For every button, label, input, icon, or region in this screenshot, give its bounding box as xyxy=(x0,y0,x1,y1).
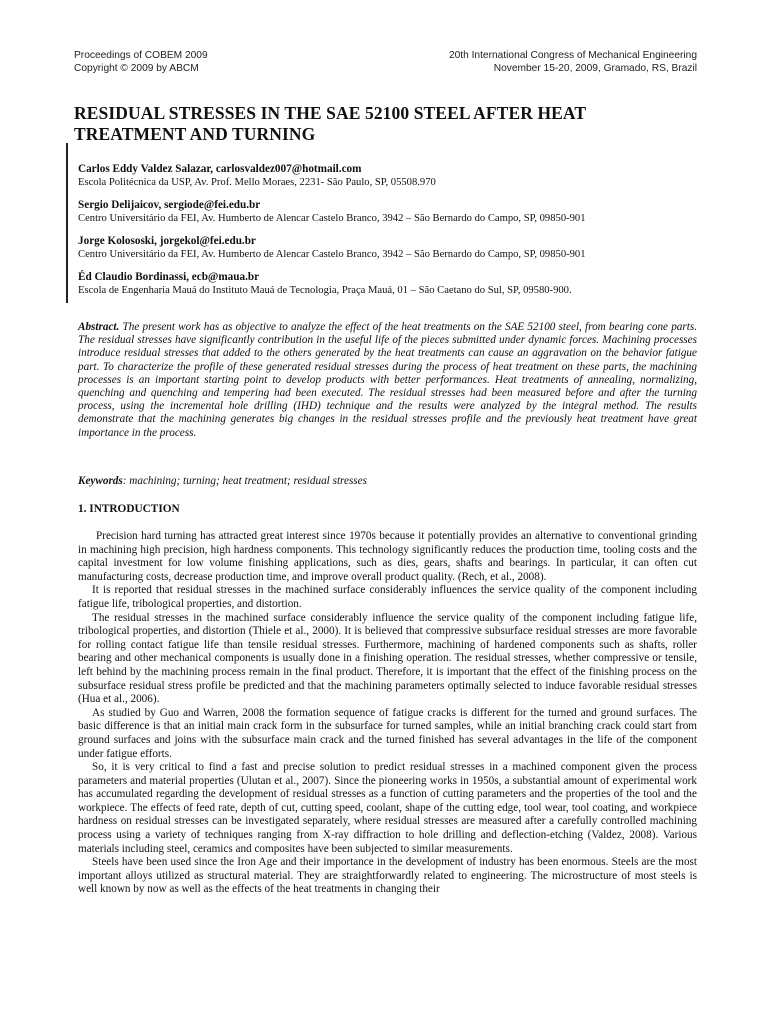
header-right xyxy=(449,50,697,75)
introduction-body xyxy=(78,530,697,897)
header-proceedings: Proceedings of COBEM 2009 xyxy=(74,50,208,61)
paper-title: RESIDUAL STRESSES IN THE SAE 52100 STEEL AFTER HEAT TREATMENT AND TURNING xyxy=(74,103,586,144)
author-name: Sergio Delijaicov, sergiode@fei.edu.br xyxy=(78,199,261,211)
header-dates: November 15-20, 2009, Gramado, RS, Brazil xyxy=(493,62,697,74)
keywords-label: Keywords xyxy=(78,475,123,487)
author-name: Éd Claudio Bordinassi, ecb@maua.br xyxy=(78,271,260,283)
author-name: Jorge Kolososki, jorgekol@fei.edu.br xyxy=(78,235,256,247)
keywords-text: : machining; turning; heat treatment; residual stresses xyxy=(122,475,367,487)
author-margin-rule xyxy=(66,143,68,303)
body-paragraph: As studied by Guo and Warren, 2008 the formation sequence of fatigue cracks is different for the turned and ground surfaces. The basic difference is that an initial main crack form in the subsurface for turned samples, while an initial branching crack could start from ground surfaces and joins with the subsurface main crack and the turned finished has several advantages in the life of the component under fatigue efforts. xyxy=(78,706,697,760)
keywords xyxy=(78,475,697,488)
body-paragraph: Precision hard turning has attracted great interest since 1970s because it potentially provides an alternative to conventional grinding in machining high precision, high hardness components. This technology significantly reduces the production time, tooling costs and the capital investment for low volume finishing applications, such as dies, gears, shafts and bearings. In particular, it can often cut manufacturing costs, decrease production time, and improve overall product quality. (Rech, et al., 2008). xyxy=(78,530,697,583)
author-affiliation: Escola de Engenharia Mauá do Instituto Mauá de Tecnologia, Praça Mauá, 01 – São Caetano do Sul, SP, 09580-900. xyxy=(78,285,572,296)
abstract-text: The present work has as objective to analyze the effect of the heat treatments on the SAE 52100 steel, from bearing cone parts. The residual stresses have significantly contribution in the useful life of the pieces submitted under dynamic forces. Machining processes introduce residual stresses that added to the others generated by the heat treatments can cause an aggravation on the behavior fatigue part. To characterize the profile of these generated residual stresses during the process of heat treatment on these parts, the machining processes is an important starting point to develop products with better performances. Heat treatments of annealing, normalizing, quenching and quenching and tempering had been executed. The residual stresses had been measured before and after the turning process, using the incremental hole drilling (IHD) technique and the results were analyzed by the integral method. The results demonstrate that the machining generates big changes in the residual stresses profile and the previously heat treatment have great importance in the process. xyxy=(78,321,698,439)
body-paragraph: So, it is very critical to find a fast and precise solution to predict residual stresses in a machined component given the process parameters and material properties (Ulutan et al., 2007). Since the pioneering works in 1950s, a substantial amount of experimental work has accumulated regarding the development of residual stresses as a function of cutting parameters and the properties of the tool and the workpiece. The effects of feed rate, depth of cut, cutting speed, coolant, shape of the cutting edge, tool wear, tool coating, and workpiece hardness on residual stresses can be investigated separately, where residual stresses are measured after a carefully controlled machining process using a variety of techniques ranging from X-ray diffraction to hole drilling and deflection-etching (Valdez, 2008). Various materials including steel, ceramics and composites have been subjected to similar measurements. xyxy=(78,761,697,855)
author-block xyxy=(78,163,697,307)
author-affiliation: Centro Universitário da FEI, Av. Humberto de Alencar Castelo Branco, 3942 – São Bernardo do Campo, SP, 09850-901 xyxy=(78,213,586,224)
author-entry xyxy=(78,163,697,189)
header-congress: 20th International Congress of Mechanical Engineering xyxy=(448,50,697,61)
author-name: Carlos Eddy Valdez Salazar, carlosvaldez007@hotmail.com xyxy=(78,163,362,175)
body-paragraph: The residual stresses in the machined surface considerably influence the service quality of the component including fatigue life, tribological properties, and distortion (Thiele et al., 2000). It is believed that compressive subsurface residual stresses are more favorable for rolling contact fatigue life than tensile residual stresses. Furthermore, machining of hardened components such as shafts, roller bearing and other mechanical components is usually done in a finishing operation. The residual stresses, whether compressive or tensile, left behind by the machining process remain in the final product. Therefore, it is important that the effect of the finishing process on the subsurface residual stress profile be predicted and that the machining parameters optimally selected to induce favorable residual stresses (Hua et al., 2006). xyxy=(78,611,697,706)
header-left xyxy=(74,50,208,75)
author-affiliation: Escola Politécnica da USP, Av. Prof. Mello Moraes, 2231- São Paulo, SP, 05508.970 xyxy=(78,177,436,188)
abstract xyxy=(78,321,697,440)
author-entry xyxy=(78,271,697,297)
section-heading-introduction: 1. INTRODUCTION xyxy=(78,503,180,515)
body-paragraph: Steels have been used since the Iron Age and their importance in the development of industry has been enormous. Steels are the most important alloys utilized as structural material. They are straightforwardly related to engineering. The microstructure of most steels is well known by now as well as the effects of the heat treatments in changing their xyxy=(78,856,697,896)
author-entry xyxy=(78,235,697,261)
header-copyright: Copyright © 2009 by ABCM xyxy=(74,62,199,74)
body-paragraph: It is reported that residual stresses in the machined surface considerably influences the service quality of the component including fatigue life, tribological properties, and distortion. xyxy=(78,584,697,610)
author-affiliation: Centro Universitário da FEI, Av. Humberto de Alencar Castelo Branco, 3942 – São Bernardo do Campo, SP, 09850-901 xyxy=(78,249,586,260)
author-entry xyxy=(78,199,697,225)
abstract-label: Abstract. xyxy=(78,321,120,333)
